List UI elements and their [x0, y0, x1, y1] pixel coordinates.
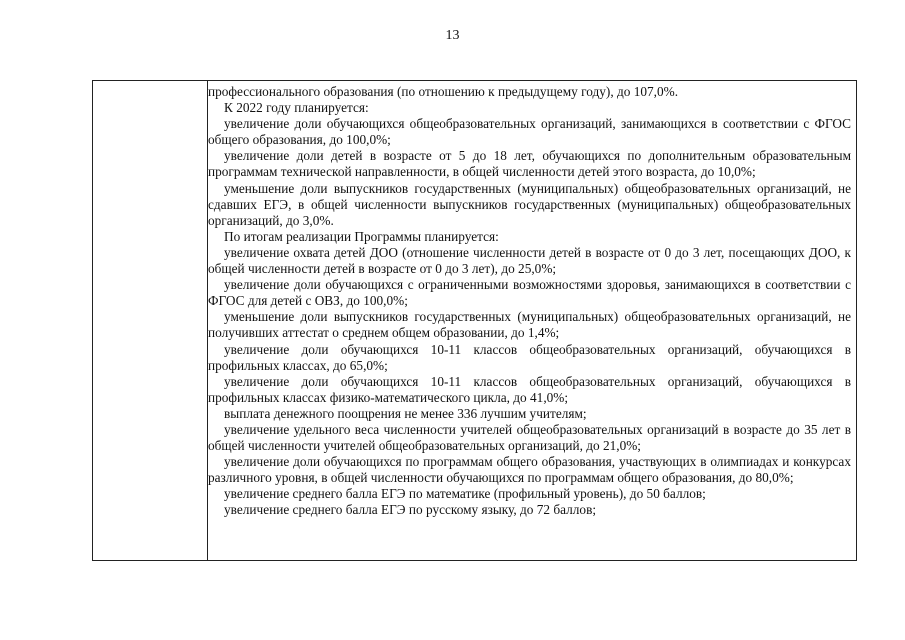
paragraph: увеличение доли обучающихся общеобразовательных организаций, занимающихся в соответствии с ФГОС общего образования, до 100,0%;	[208, 116, 851, 148]
paragraph: увеличение среднего балла ЕГЭ по математике (профильный уровень), до 50 баллов;	[224, 486, 706, 502]
paragraph: увеличение доли обучающихся 10-11 классов общеобразовательных организаций, обучающихся в профильных классах, до 65,0%;	[208, 341, 851, 373]
paragraph: уменьшение доли выпускников государственных (муниципальных) общеобразовательных организаций, не сдавших ЕГЭ, в общей численности выпускников государственных (муниципальных) общеобразовательных организаций, до 3,0%.	[208, 180, 851, 228]
paragraph: К 2022 году планируется:	[224, 100, 369, 116]
paragraph: уменьшение доли выпускников государственных (муниципальных) общеобразовательных организаций, не получивших аттестат о среднем общем образовании, до 1,4%;	[208, 309, 851, 341]
paragraph: увеличение охвата детей ДОО (отношение численности детей в возрасте от 0 до 3 лет, посещающих ДОО, к общей численности детей в возрасте от 0 до 3 лет), до 25,0%;	[208, 244, 851, 277]
paragraph: профессионального образования (по отношению к предыдущему году), до 107,0%.	[208, 84, 679, 99]
paragraph: увеличение среднего балла ЕГЭ по русскому языку, до 72 баллов;	[224, 502, 597, 518]
page-number: 13	[445, 28, 460, 43]
paragraph: увеличение доли детей в возрасте от 5 до 18 лет, обучающихся по дополнительным образовательным программам технической направленности, в общей численности детей этого возраста, до 10,0%;	[208, 148, 851, 180]
paragraph: По итогам реализации Программы планируется:	[224, 228, 499, 244]
content-table	[92, 80, 857, 561]
paragraph: увеличение доли обучающихся по программам общего образования, участвующих в олимпиадах и конкурсах различного уровня, в общей численности обучающихся по программам общего образования, до 80,0%;	[208, 454, 851, 486]
paragraph: выплата денежного поощрения не менее 336 лучшим учителям;	[224, 405, 587, 421]
paragraph: увеличение доли обучающихся с ограниченными возможностями здоровья, занимающихся в соответствии с ФГОС для детей с ОВЗ, до 100,0%;	[208, 277, 851, 309]
paragraph: увеличение доли обучающихся 10-11 классов общеобразовательных организаций, обучающихся в профильных классах физико-математического цикла, до 41,0%;	[208, 373, 851, 405]
table-right-column	[208, 84, 851, 519]
paragraph: увеличение удельного веса численности учителей общеобразовательных организаций в возрасте до 35 лет в общей численности учителей общеобразовательных организаций, до 21,0%;	[208, 421, 851, 454]
table-left-column	[93, 81, 208, 560]
